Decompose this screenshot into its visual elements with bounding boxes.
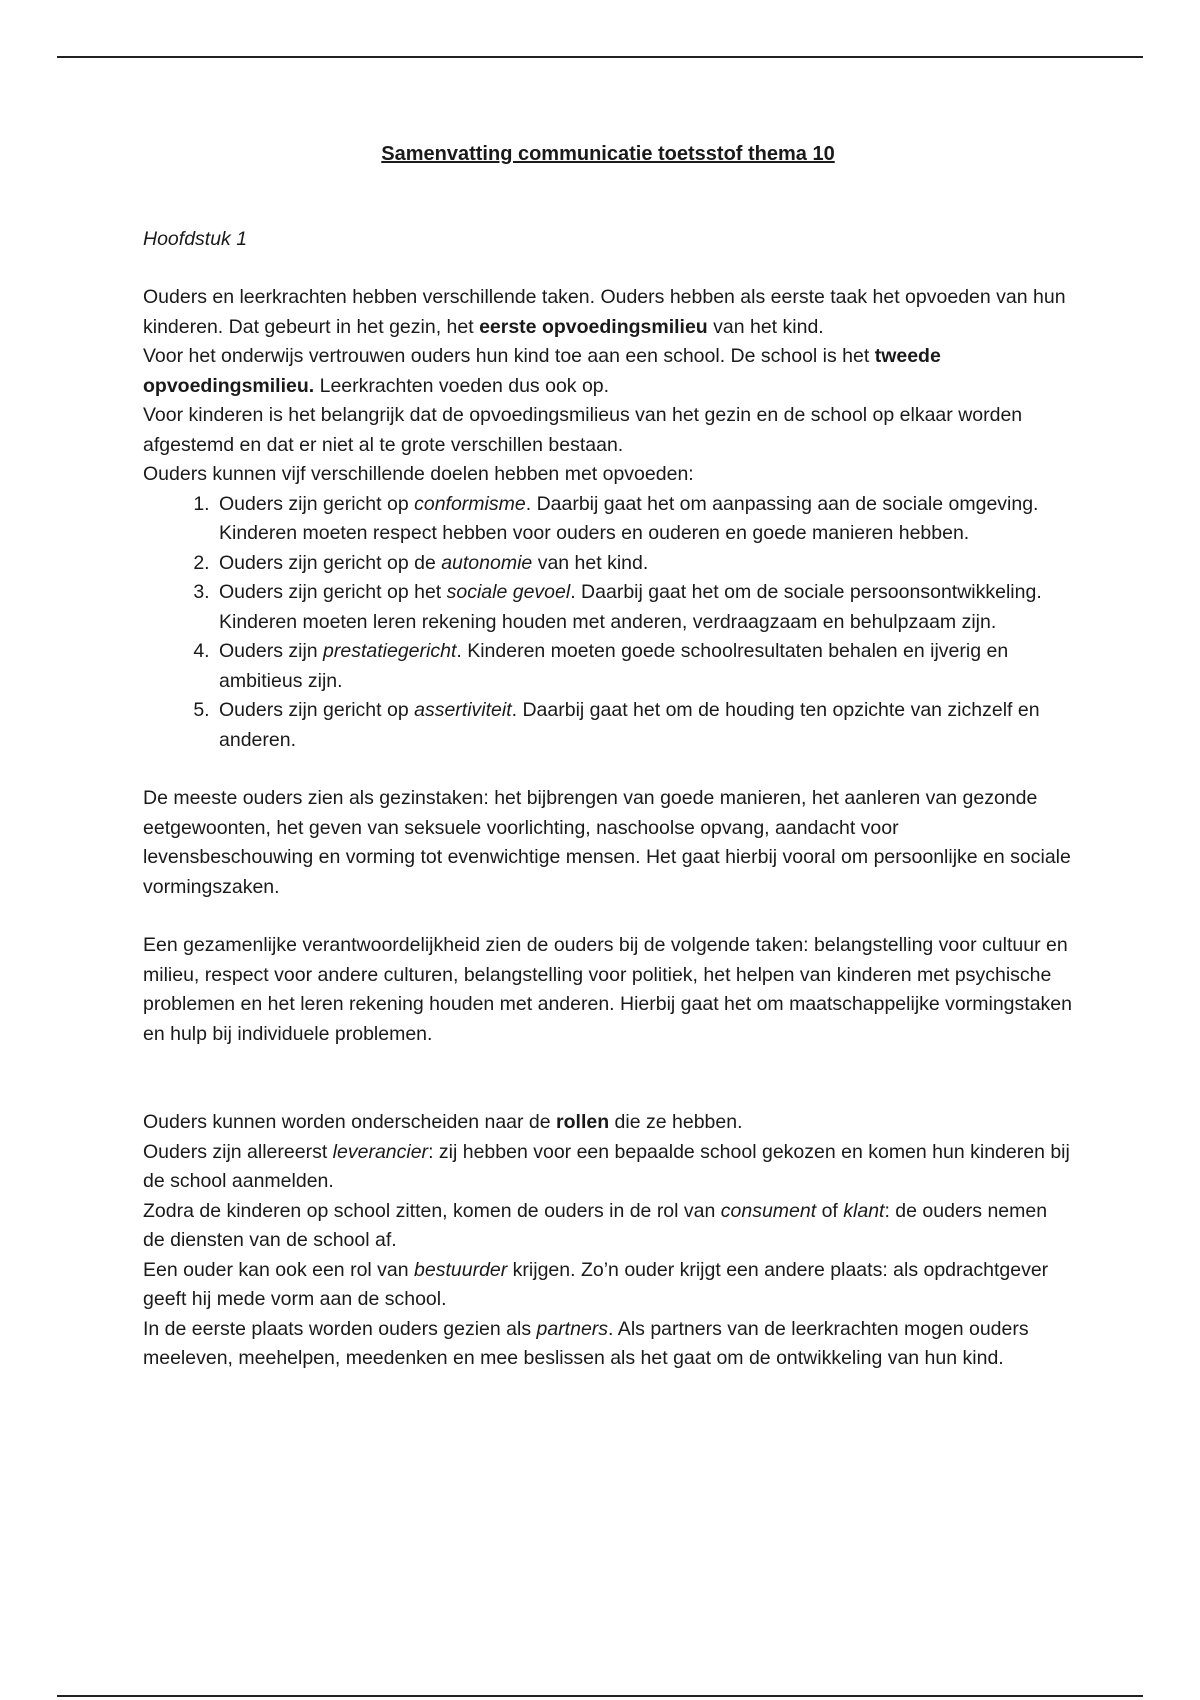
list-item bbox=[215, 578, 1073, 637]
text-run: Ouders zijn gericht op de bbox=[219, 551, 442, 574]
chapter-heading: Hoofdstuk 1 bbox=[143, 227, 248, 250]
text-run: Ouders zijn gericht op het bbox=[219, 581, 447, 603]
text-run: of bbox=[816, 1199, 844, 1222]
text-run: Zodra de kinderen op school zitten, komen de ouders in de rol van bbox=[143, 1199, 721, 1222]
bold-text: rollen bbox=[556, 1111, 610, 1133]
italic-text: consument bbox=[720, 1199, 817, 1222]
text-run: : de ouders nemen de diensten van de school af. bbox=[143, 1199, 1048, 1251]
text-run: die ze hebben. bbox=[609, 1111, 743, 1133]
italic-text: assertiviteit bbox=[414, 699, 512, 721]
text-run: Ouders kunnen vijf verschillende doelen hebben met opvoeden: bbox=[143, 463, 694, 485]
top-rule bbox=[57, 56, 1143, 58]
text-run: Een ouder kan ook een rol van bbox=[143, 1258, 415, 1281]
bold-text: tweede opvoedingsmilieu. bbox=[143, 345, 941, 397]
paragraph bbox=[143, 342, 1073, 401]
paragraph bbox=[143, 1138, 1073, 1197]
paragraph bbox=[143, 283, 1073, 342]
text-run: van het kind. bbox=[532, 551, 649, 574]
text-run: Ouders zijn gericht op bbox=[219, 492, 415, 515]
text-run: In de eerste plaats worden ouders gezien als bbox=[143, 1317, 537, 1340]
text-run: Ouders zijn gericht op bbox=[219, 699, 415, 721]
text-run: Ouders en leerkrachten hebben verschillende taken. Ouders hebben als eerste taak het opvoeden van hun kinderen. Dat gebeurt in het gezin, het bbox=[143, 286, 1066, 338]
italic-text: leverancier bbox=[332, 1140, 429, 1163]
text-run: De meeste ouders zien als gezinstaken: het bijbrengen van goede manieren, het aanleren van gezonde eetgewoonten, het geven van seksuele voorlichting, naschoolse opvang, aandacht voor levensbeschouwing en vorming tot evenwichtige mensen. Het gaat hierbij vooral om persoonlijke en sociale vormingszaken. bbox=[143, 787, 1071, 898]
text-run: : zij hebben voor een bepaalde school gekozen en komen hun kinderen bij de school aanmelden. bbox=[143, 1140, 1070, 1192]
paragraph bbox=[143, 1315, 1073, 1374]
paragraph bbox=[143, 931, 1073, 1049]
italic-text: bestuurder bbox=[414, 1258, 508, 1281]
goals-list bbox=[143, 490, 1073, 756]
italic-text: sociale gevoel bbox=[446, 581, 571, 603]
text-run: . Als partners van de leerkrachten mogen ouders meeleven, meehelpen, meedenken en mee beslissen als het gaat om de ontwikkeling van hun kind. bbox=[143, 1317, 1029, 1369]
text-run: Ouders zijn bbox=[219, 640, 324, 662]
bottom-rule bbox=[57, 1695, 1143, 1697]
paragraph bbox=[143, 1108, 1073, 1138]
text-run: van het kind. bbox=[707, 315, 824, 338]
list-item bbox=[215, 637, 1073, 696]
text-run: Voor kinderen is het belangrijk dat de opvoedingsmilieus van het gezin en de school op elkaar worden afgestemd en dat er niet al te grote verschillen bestaan. bbox=[143, 404, 1023, 456]
list-item bbox=[215, 696, 1073, 755]
paragraph bbox=[143, 784, 1073, 902]
document-title: Samenvatting communicatie toetsstof thema 10 bbox=[381, 143, 835, 165]
text-run: Ouders kunnen worden onderscheiden naar de bbox=[143, 1111, 557, 1133]
paragraph bbox=[143, 1197, 1073, 1256]
list-item bbox=[215, 490, 1073, 549]
text-run: . Daarbij gaat het om de sociale persoonsontwikkeling. Kinderen moeten leren rekening houden met anderen, verdraagzaam en behulpzaam zijn. bbox=[219, 581, 1042, 633]
text-run: Een gezamenlijke verantwoordelijkheid zien de ouders bij de volgende taken: belangstelling voor cultuur en milieu, respect voor andere culturen, belangstelling voor politiek, het helpen van kinderen met psychische problemen en het leren rekening houden met anderen. Hierbij gaat het om maatschappelijke vormingstaken en hulp bij individuele problemen. bbox=[143, 934, 1072, 1045]
text-run: . Daarbij gaat het om aanpassing aan de sociale omgeving. Kinderen moeten respect hebben voor ouders en ouderen en goede manieren hebben. bbox=[219, 492, 1039, 544]
text-run: Voor het onderwijs vertrouwen ouders hun kind toe aan een school. De school is het bbox=[143, 345, 875, 367]
text-run: krijgen. Zo’n ouder krijgt een andere plaats: als opdrachtgever geeft hij mede vorm aan de school. bbox=[143, 1258, 1049, 1310]
text-run: . Daarbij gaat het om de houding ten opzichte van zichzelf en anderen. bbox=[219, 699, 1040, 751]
italic-text: klant bbox=[843, 1199, 885, 1222]
italic-text: partners bbox=[536, 1317, 609, 1340]
document-body bbox=[143, 140, 1073, 1374]
text-run: Leerkrachten voeden dus ook op. bbox=[314, 374, 610, 397]
text-run: Ouders zijn allereerst bbox=[143, 1140, 333, 1163]
paragraph bbox=[143, 1256, 1073, 1315]
paragraph bbox=[143, 401, 1073, 460]
bold-text: eerste opvoedingsmilieu bbox=[479, 315, 708, 338]
italic-text: autonomie bbox=[441, 551, 533, 574]
italic-text: conformisme bbox=[414, 492, 526, 515]
list-item bbox=[215, 549, 1073, 579]
paragraph bbox=[143, 460, 1073, 490]
italic-text: prestatiegericht bbox=[323, 640, 457, 662]
text-run: . Kinderen moeten goede schoolresultaten behalen en ijverig en ambitieus zijn. bbox=[219, 640, 1009, 692]
